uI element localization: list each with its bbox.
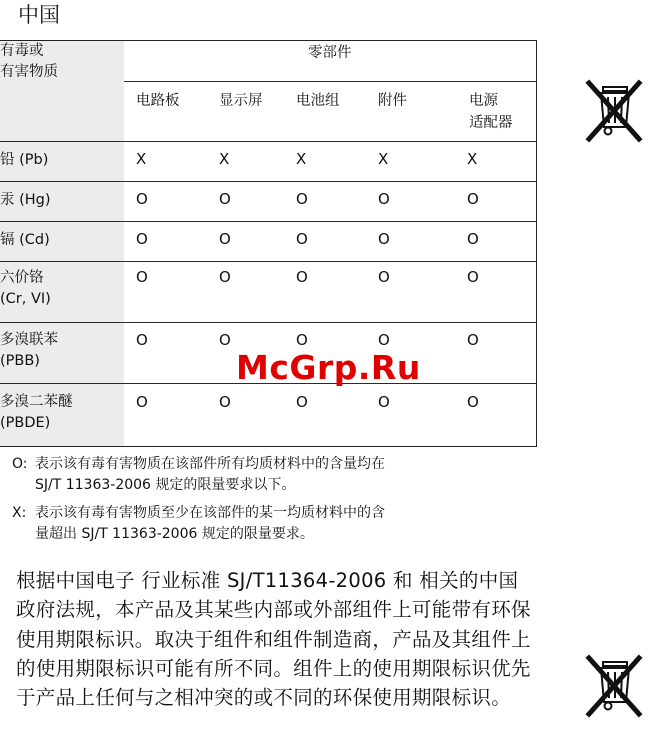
value-cell: O bbox=[366, 262, 455, 323]
part-column-header: 电池组 bbox=[284, 82, 366, 142]
substance-cell: 六价铬 (Cr, VI) bbox=[0, 262, 124, 323]
value-cell: X bbox=[366, 142, 455, 182]
value-cell: O bbox=[124, 384, 207, 447]
value-cell: O bbox=[366, 384, 455, 447]
parts-group-header: 零部件 bbox=[124, 41, 536, 82]
value-cell: O bbox=[124, 262, 207, 323]
legend-code: O: bbox=[12, 456, 28, 472]
value-cell: O bbox=[124, 182, 207, 222]
table-row bbox=[0, 142, 536, 182]
substance-cell: 铅 (Pb) bbox=[0, 142, 124, 182]
crossed-out-wheelie-bin-icon bbox=[585, 652, 643, 722]
value-cell: O bbox=[366, 222, 455, 262]
regulation-paragraph: 根据中国电子 行业标准 SJ/T11364-2006 和 相关的中国政府法规，本产品及其某些内部或外部组件上可能带有环保使用期限标识。取决于组件和组件制造商，产品及其组件上的使用期限标识可能有所不同。组件上的使用期限标识优先于产品上任何与之相冲突的或不同的环保使用期限标识。 bbox=[16, 569, 531, 710]
value-cell: O bbox=[455, 323, 536, 384]
value-cell: O bbox=[455, 384, 536, 447]
value-cell: O bbox=[207, 384, 284, 447]
legend-text: 表示该有毒有害物质在该部件所有均质材料中的含量均在 SJ/T 11363-2006 规定的限量要求以下。 bbox=[35, 456, 385, 493]
value-cell: O bbox=[207, 222, 284, 262]
value-cell: O bbox=[124, 222, 207, 262]
value-cell: X bbox=[124, 142, 207, 182]
value-cell: O bbox=[366, 323, 455, 384]
value-cell: X bbox=[284, 142, 366, 182]
value-cell: O bbox=[284, 384, 366, 447]
part-column-header: 显示屏 bbox=[207, 82, 284, 142]
value-cell: O bbox=[124, 323, 207, 384]
table-row bbox=[0, 182, 536, 222]
legend-text: 表示该有毒有害物质至少在该部件的某一均质材料中的含 量超出 SJ/T 11363-2006 规定的限量要求。 bbox=[35, 505, 385, 542]
watermark: McGrp.Ru bbox=[236, 348, 421, 387]
table-row bbox=[0, 222, 536, 262]
value-cell: O bbox=[455, 222, 536, 262]
substance-cell: 多溴二苯醚 (PBDE) bbox=[0, 384, 124, 447]
corner-header: 有毒或 有害物质 bbox=[0, 41, 124, 142]
value-cell: O bbox=[284, 182, 366, 222]
legend-code: X: bbox=[12, 505, 27, 521]
value-cell: O bbox=[455, 182, 536, 222]
value-cell: O bbox=[284, 262, 366, 323]
value-cell: O bbox=[284, 323, 366, 384]
substance-cell: 多溴联苯 (PBB) bbox=[0, 323, 124, 384]
value-cell: O bbox=[207, 323, 284, 384]
part-column-header: 附件 bbox=[366, 82, 455, 142]
value-cell: X bbox=[207, 142, 284, 182]
value-cell: O bbox=[207, 182, 284, 222]
substance-cell: 镉 (Cd) bbox=[0, 222, 124, 262]
page-heading: 中国 bbox=[18, 3, 60, 27]
crossed-out-wheelie-bin-icon bbox=[585, 77, 643, 147]
value-cell: O bbox=[455, 262, 536, 323]
substance-cell: 汞 (Hg) bbox=[0, 182, 124, 222]
value-cell: O bbox=[284, 222, 366, 262]
value-cell: X bbox=[455, 142, 536, 182]
value-cell: O bbox=[207, 262, 284, 323]
table-row bbox=[0, 262, 536, 323]
table-row bbox=[0, 384, 536, 447]
value-cell: O bbox=[366, 182, 455, 222]
part-column-header: 电源 适配器 bbox=[455, 82, 536, 142]
part-column-header: 电路板 bbox=[124, 82, 207, 142]
